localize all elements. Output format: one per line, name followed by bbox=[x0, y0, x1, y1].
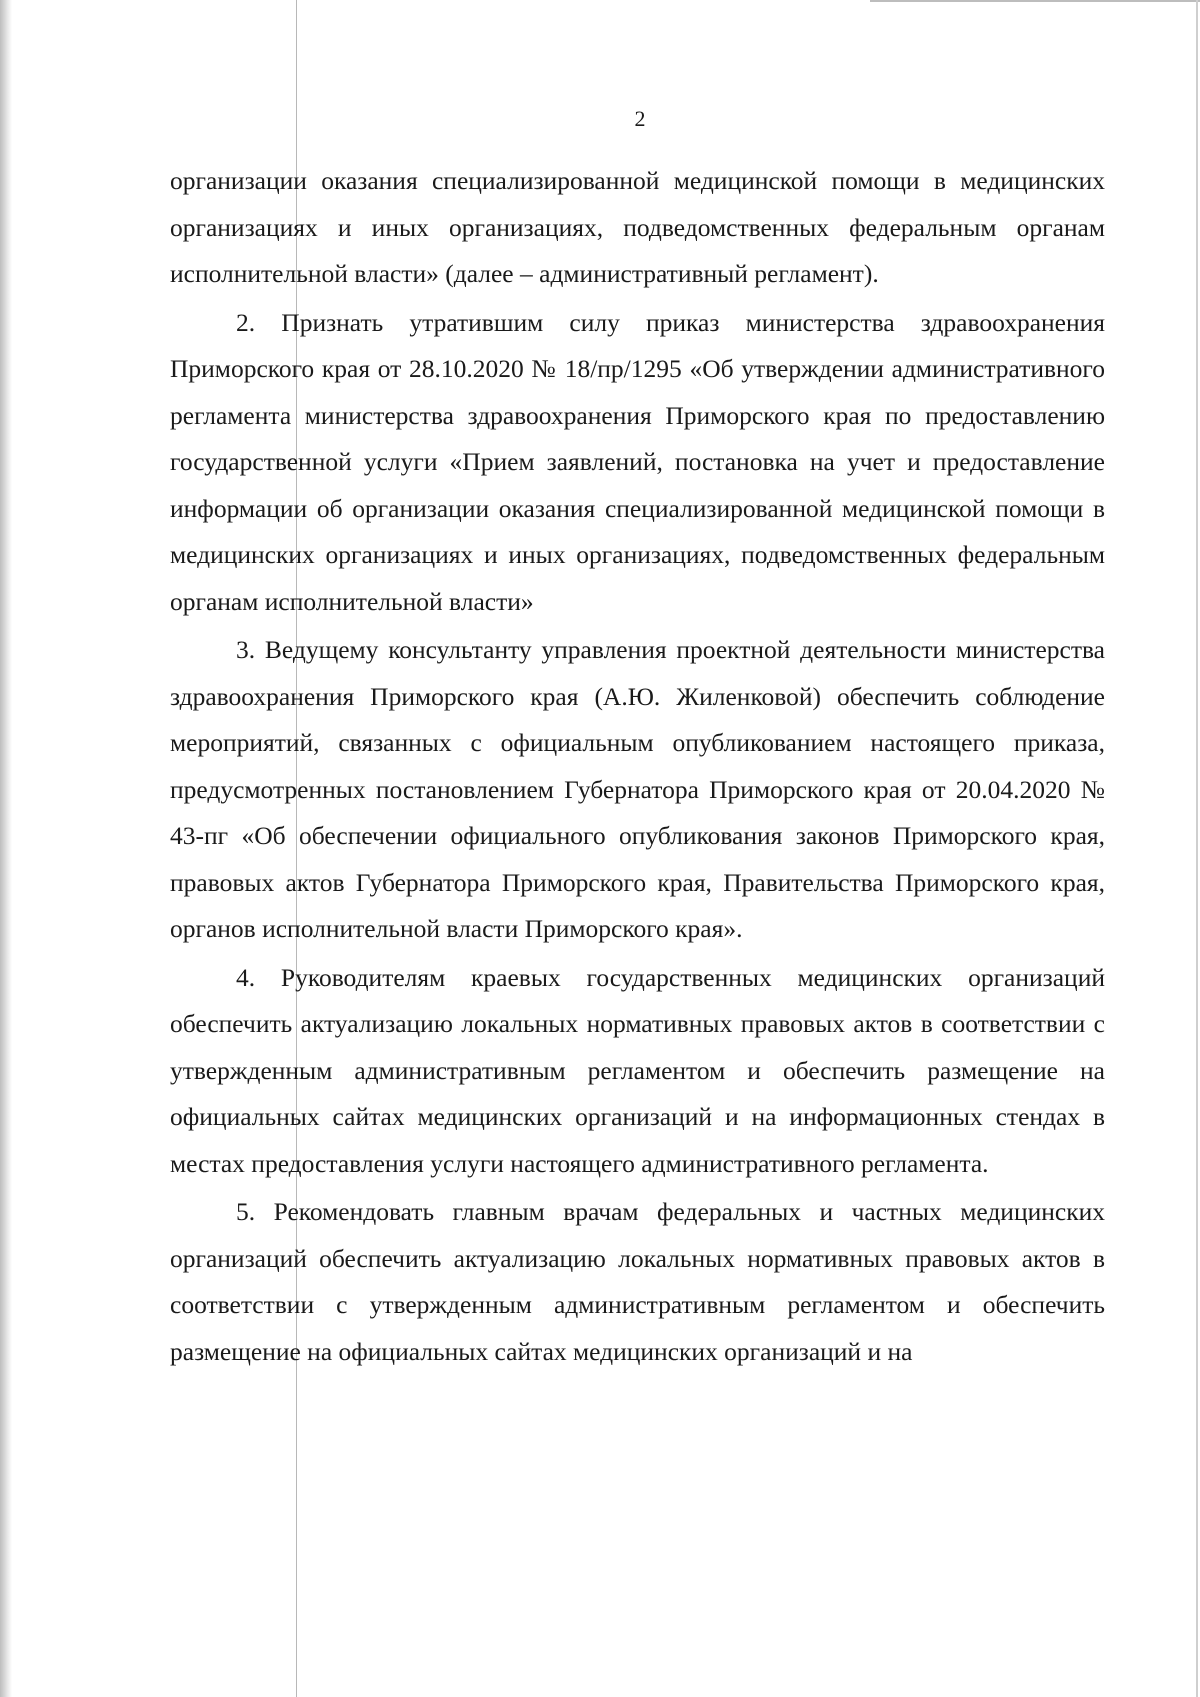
scan-right-edge-line bbox=[1196, 0, 1198, 1697]
scan-top-edge-line bbox=[870, 0, 1200, 2]
paragraph-item-5: 5. Рекомендовать главным врачам федеральных и частных медицинских организаций обеспечить актуализацию локальных нормативных правовых актов в соответствии с утвержденным административным регламентом и обеспечить размещение на официальных сайтах медицинских организаций и на bbox=[170, 1197, 1105, 1366]
paragraph-continuation: организации оказания специализированной медицинской помощи в медицинских организациях и иных организациях, подведомственных федеральным органам исполнительной власти» (далее – административный регламент). bbox=[170, 166, 1105, 288]
document-body bbox=[170, 158, 1105, 1377]
paragraph-item-3: 3. Ведущему консультанту управления проектной деятельности министерства здравоохранения Приморского края (А.Ю. Жиленковой) обеспечить соблюдение мероприятий, связанных с официальным опубликованием настоящего приказа, предусмотренных постановлением Губернатора Приморского края от 20.04.2020 № 43-пг «Об обеспечении официального опубликования законов Приморского края, правовых актов Губернатора Приморского края, Правительства Приморского края, органов исполнительной власти Приморского края». bbox=[170, 635, 1105, 943]
scan-left-edge-shadow bbox=[0, 0, 12, 1697]
paragraph-item-2: 2. Признать утратившим силу приказ министерства здравоохранения Приморского края от 28.10.2020 № 18/пр/1295 «Об утверждении административного регламента министерства здравоохранения Приморского края по предоставлению государственной услуги «Прием заявлений, постановка на учет и предоставление информации об организации оказания специализированной медицинской помощи в медицинских организациях и иных организациях, подведомственных федеральным органам исполнительной власти» bbox=[170, 307, 1105, 616]
paragraph-item-4: 4. Руководителям краевых государственных медицинских организаций обеспечить актуализацию локальных нормативных правовых актов в соответствии с утвержденным административным регламентом и обеспечить размещение на официальных сайтах медицинских организаций и на информационных стендах в местах предоставления услуги настоящего административного регламента. bbox=[170, 962, 1105, 1178]
page-number: 2 bbox=[634, 106, 646, 131]
